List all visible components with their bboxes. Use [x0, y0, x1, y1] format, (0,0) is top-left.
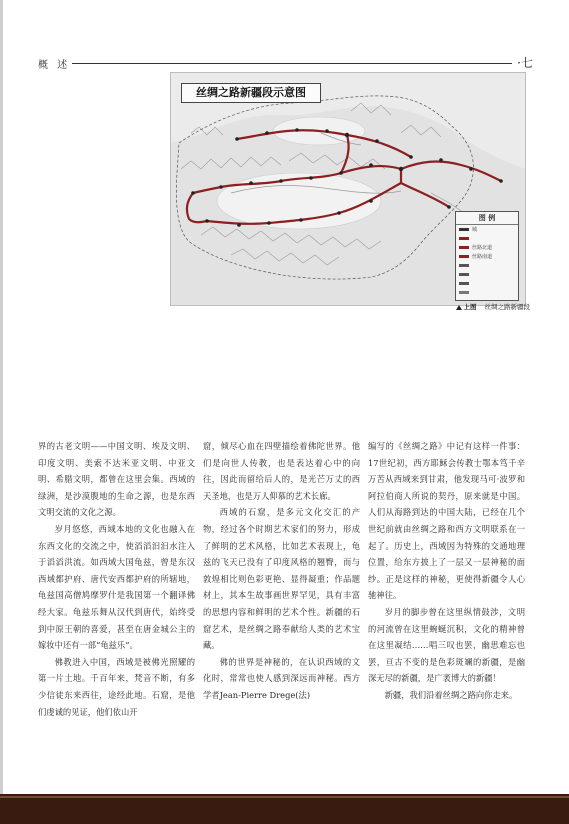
caption-label: 上图: [463, 303, 477, 311]
page-edge: [0, 0, 3, 824]
legend-row: [456, 279, 518, 288]
text-column-2: [203, 438, 360, 704]
triangle-icon: [456, 305, 462, 310]
paragraph: 西域的石窟，是多元文化交汇的产物，经过各个时期艺术家们的努力，形成了鲜明的艺术风格，比如艺术表现上，龟兹的飞天已没有了印度风格的翘臀，而与敦煌相比则色彩更艳、显得凝重；作品题材上，其本生故事画世界罕见，具有丰富的思想内容和鲜明的艺术个性。新疆的石窟艺术，是丝绸之路奉献给人类的艺术宝藏。: [203, 507, 360, 651]
map-legend: [455, 211, 519, 301]
silk-road-map: [170, 72, 526, 306]
legend-row: [456, 288, 518, 297]
legend-row: 城: [456, 225, 518, 234]
paragraph: 岁月悠悠，西域本地的文化也融入在东西文化的交流之中，使滔滔汩汩水注入于滔滔洪流。如西域大国龟兹，曾是东汉西域都护府、唐代安西都护府的所辖地，龟兹国高僧鸠摩罗什是我国第一个翻译佛经大家。龟兹乐舞从汉代到唐代，始终受到中原王朝的喜爱，甚至在唐金城公主的嫁妆中还有一部“龟兹乐”。: [38, 523, 195, 651]
legend-row: [456, 261, 518, 270]
paragraph: 佛的世界是神秘的，在认识西域的文化时，常常也使人感到深远而神秘。西方学者Jean-Pierre Drege(法): [203, 656, 360, 700]
legend-row: [456, 234, 518, 243]
map-caption: [395, 302, 530, 312]
paragraph: 新疆，我们沿着丝绸之路向你走来。: [384, 689, 518, 700]
paragraph: 编写的《丝绸之路》中记有这样一件事：17世纪初，西方耶稣会传教士鄂本笃千辛万苦从西域来到甘肃，他发现马可·波罗和阿拉伯商人所说的契丹，原来就是中国。人们从海路到达的中国大陆，已经在几个世纪前就由丝绸之路和西方文明联系在一起了。历史上，西域因为特殊的交通地理位置，给东方披上了一层又一层神秘的面纱。正是这样的神秘，更使得新疆令人心驰神往。: [368, 441, 525, 601]
text-column-1: [38, 438, 195, 720]
caption-text: 丝绸之路新疆段: [484, 303, 530, 311]
paragraph: 佛教进入中国，西域是被佛光照耀的第一片土地。千百年来，梵音不断，有多少信徒东来西往，途经此地。石窟，是他们虔诚的见证，他们依山开: [38, 656, 195, 717]
section-title: 概 述: [38, 60, 71, 71]
text-column-3: [368, 438, 525, 704]
page-number: ·七: [517, 56, 533, 70]
paragraph: 窟，倾尽心血在四壁描绘着佛陀世界。他们是向世人传教，也是表达着心中的向往，因此而留给后人的，是光芒万丈的西天圣地，也是万人仰慕的艺术长廊。: [203, 441, 360, 501]
legend-row: [456, 270, 518, 279]
map-title: 丝绸之路新疆段示意图: [181, 83, 321, 103]
paragraph: 界的古老文明——中国文明、埃及文明、印度文明、美索不达米亚文明、中亚文明、希腊文明，都曾在这里会集。西域的绿洲，是沙漠腹地的生命之源，也是东西文明交流的文化之源。: [38, 441, 195, 518]
legend-title: 图 例: [456, 212, 518, 225]
page-header: [38, 56, 533, 70]
page-bottom-band: [0, 794, 569, 824]
paragraph: 岁月的脚步曾在这里纵情鼓涉，文明的河流曾在这里蜿蜒沉积，文化的精神曾在这里凝结……唱三叹也罢，幽思难忘也罢，亘古不变的是色彩斑斓的新疆，是幽深无尽的新疆，是广袤博大的新疆！: [368, 606, 525, 684]
header-rule: [72, 63, 512, 64]
legend-row: 丝路北道: [456, 243, 518, 252]
legend-row: 丝路南道: [456, 252, 518, 261]
